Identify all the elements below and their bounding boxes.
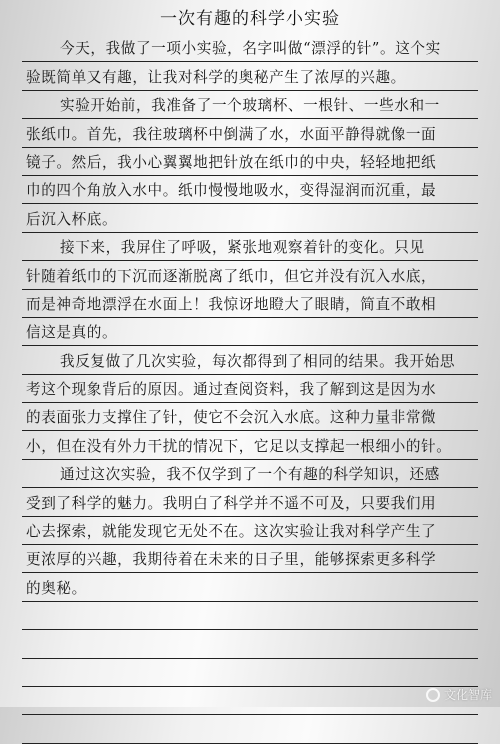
essay-line: 通过这次实验，我不仅学到了一个有趣的科学知识，还感	[22, 460, 478, 488]
ruled-lines	[22, 34, 478, 744]
watermark	[426, 686, 492, 703]
essay-line: 我反复做了几次实验，每次都得到了相同的结果。我开始思	[22, 346, 478, 374]
essay-line: 受到了科学的魅力。我明白了科学并不遥不可及，只要我们用	[22, 488, 478, 516]
blank-line	[22, 715, 478, 743]
essay-line: 的奥秘。	[22, 573, 478, 601]
essay-line: 接下来，我屏住了呼吸，紧张地观察着针的变化。只见	[22, 233, 478, 261]
essay-line: 张纸巾。首先，我往玻璃杯中倒满了水，水面平静得就像一面	[22, 119, 478, 147]
essay-line: 信这是真的。	[22, 318, 478, 346]
essay-line: 验既简单又有趣，让我对科学的奥秘产生了浓厚的兴趣。	[22, 62, 478, 90]
essay-line: 更浓厚的兴趣，我期待着在未来的日子里，能够探索更多科学	[22, 545, 478, 573]
essay-line: 针随着纸巾的下沉而逐渐脱离了纸巾，但它并没有沉入水底，	[22, 261, 478, 289]
watermark-logo-icon	[426, 688, 440, 702]
essay-title: 一次有趣的科学小实验	[160, 9, 340, 29]
essay-line: 实验开始前，我准备了一个玻璃杯、一根针、一些水和一	[22, 91, 478, 119]
essay-line: 而是神奇地漂浮在水面上！我惊讶地瞪大了眼睛，简直不敢相	[22, 290, 478, 318]
watermark-text: 文化智库	[443, 688, 492, 702]
essay-line: 考这个现象背后的原因。通过查阅资料，我了解到这是因为水	[22, 375, 478, 403]
blank-line	[22, 602, 478, 630]
essay-line: 心去探索，就能发现它无处不在。这次实验让我对科学产生了	[22, 517, 478, 545]
essay-line: 的表面张力支撑住了针，使它不会沉入水底。这种力量非常微	[22, 403, 478, 431]
blank-line	[22, 630, 478, 658]
blank-line	[22, 687, 478, 715]
essay-line: 今天，我做了一项小实验，名字叫做“漂浮的针”。这个实	[22, 34, 478, 62]
essay-line: 镜子。然后，我小心翼翼地把针放在纸巾的中央，轻轻地把纸	[22, 148, 478, 176]
essay-line: 小，但在没有外力干扰的情况下，它足以支撑起一根细小的针。	[22, 431, 478, 459]
blank-line	[22, 659, 478, 687]
essay-line: 后沉入杯底。	[22, 204, 478, 232]
essay-line: 巾的四个角放入水中。纸巾慢慢地吸水，变得湿润而沉重，最	[22, 176, 478, 204]
